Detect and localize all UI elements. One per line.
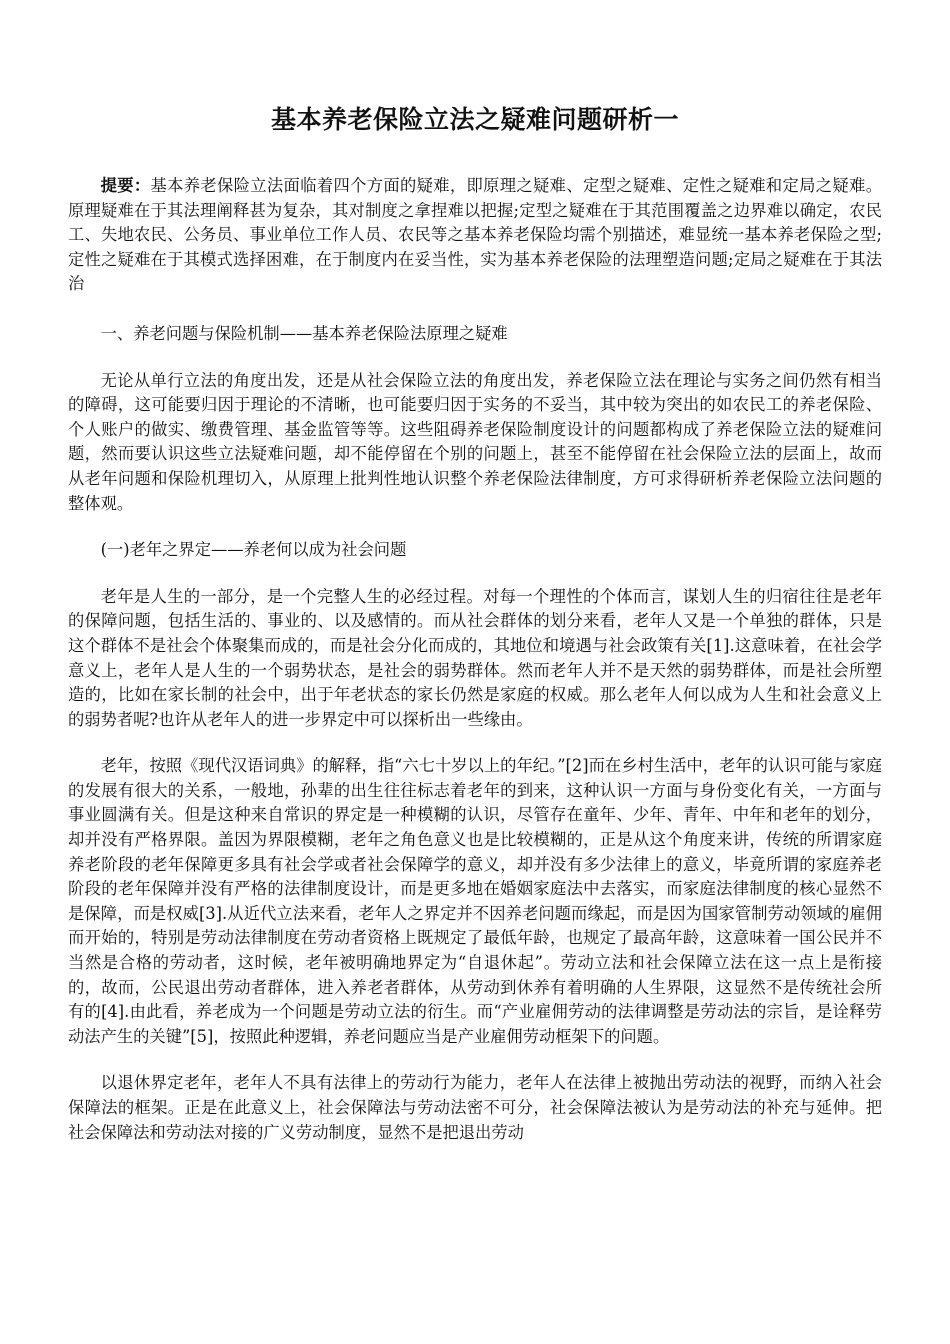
abstract-paragraph [68,174,882,297]
abstract-label: 提要： [100,176,151,195]
subsection-heading-1: (一)老年之界定——养老何以成为社会问题 [100,540,407,560]
body-paragraph-4: 以退休界定老年，老年人不具有法律上的劳动行为能力，老年人在法律上被抛出劳动法的视野，而纳入社会保障法的框架。正是在此意义上，社会保障法与劳动法密不可分，社会保障法被认为是劳动法的补充与延伸。把社会保障法和劳动法对接的广义劳动制度，显然不是把退出劳动 [68,1073,882,1142]
abstract-text: 基本养老保险立法面临着四个方面的疑难，即原理之疑难、定型之疑难、定性之疑难和定局之疑难。原理疑难在于其法理阐释甚为复杂，其对制度之拿捏难以把握;定型之疑难在于其范围覆盖之边界难以确定，农民工、失地农民、公务员、事业单位工作人员、农民等之基本养老保险均需个别描述，难显统一基本养老保险之型;定性之疑难在于其模式选择困难，在于制度内在妥当性，实为基本养老保险的法理塑造问题;定局之疑难在于其法治 [68,176,882,294]
body-paragraph-1: 无论从单行立法的角度出发，还是从社会保险立法的角度出发，养老保险立法在理论与实务之间仍然有相当的障碍，这可能要归因于理论的不清晰，也可能要归因于实务的不妥当，其中较为突出的如农民工的养老保险、个人账户的做实、缴费管理、基金监管等等。这些阻碍养老保险制度设计的问题都构成了养老保险立法的疑难问题，然而要认识这些立法疑难问题，却不能停留在个别的问题上，甚至不能停留在社会保险立法的层面上，故而从老年问题和保险机理切入，从原理上批判性地认识整个养老保险法律制度，方可求得研析养老保险立法问题的整体观。 [68,370,882,513]
document-title: 基本养老保险立法之疑难问题研析一 [270,105,679,134]
section-heading-1: 一、养老问题与保险机制——基本养老保险法原理之疑难 [100,323,508,343]
document-page [68,100,882,1167]
body-paragraph-2: 老年是人生的一部分，是一个完整人生的必经过程。对每一个理性的个体而言，谋划人生的归宿往往是老年的保障问题，包括生活的、事业的、以及感情的。而从社会群体的划分来看，老年人又是一个单独的群体，只是这个群体不是社会个体聚集而成的，而是社会分化而成的，其地位和境遇与社会政策有关[1].这意味着，在社会学意义上，老年人是人生的一个弱势状态，是社会的弱势群体。然而老年人并不是天然的弱势群体，而是社会所塑造的，比如在家长制的社会中，出于年老状态的家长仍然是家庭的权威。那么老年人何以成为人生和社会意义上的弱势者呢?也许从老年人的进一步界定中可以探析出一些缘由。 [68,586,882,729]
body-paragraph-3: 老年，按照《现代汉语词典》的解释，指“六七十岁以上的年纪。”[2]而在乡村生活中，老年的认识可能与家庭的发展有很大的关系，一般地，孙辈的出生往往标志着老年的到来，这种认识一方面与身份变化有关，一方面与事业圆满有关。但是这种来自常识的界定是一种模糊的认识，尽管存在童年、少年、青年、中年和老年的划分，却并没有严格界限。盖因为界限模糊，老年之角色意义也是比较模糊的，正是从这个角度来讲，传统的所谓家庭养老阶段的老年保障更多具有社会学或者社会保障学的意义，却并没有多少法律上的意义，毕竟所谓的家庭养老阶段的老年保障并没有严格的法律制度设计，而是更多地在婚姻家庭法中去落实，而家庭法律制度的核心显然不是保障，而是权威[3].从近代立法来看，老年人之界定并不因养老问题而缘起，而是因为国家管制劳动领域的雇佣而开始的，特别是劳动法律制度在劳动者资格上既规定了最低年龄，也规定了最高年龄，这意味着一国公民并不当然是合格的劳动者，这时候，老年被明确地界定为“自退休起”。劳动立法和社会保障立法在这一点上是衔接的，故而，公民退出劳动者群体，进入养老者群体，从劳动到休养有着明确的人生界限，这显然不是传统社会所有的[4].由此看，养老成为一个问题是劳动立法的衍生。而“产业雇佣劳动的法律调整是劳动法的宗旨，是诠释劳动法产生的关键”[5]，按照此种逻辑，养老问题应当是产业雇佣劳动框架下的问题。 [68,756,882,1046]
